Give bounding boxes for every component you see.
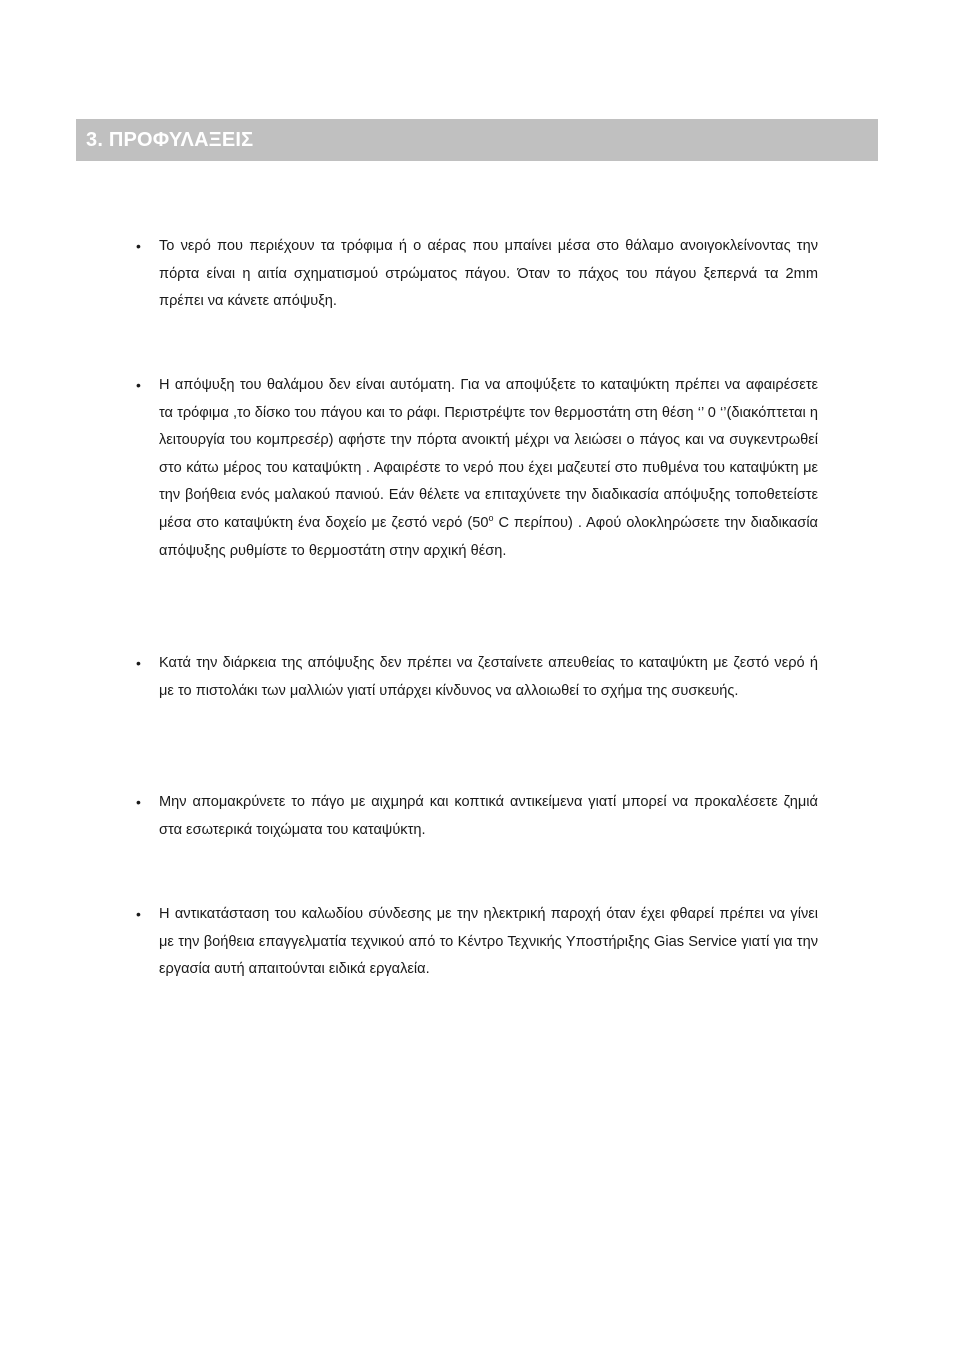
section-title: 3. ΠΡΟΦΥΛΑΞΕΙΣ — [86, 128, 254, 151]
bullet-text: Μην απομακρύνετε το πάγο με αιχμηρά και κοπτικά αντικείμενα γιατί μπορεί να προκαλέσετε ζημιά στα εσωτερικά τοιχώματα του καταψύκτη. — [159, 794, 818, 838]
precautions-list-4 — [136, 789, 818, 844]
bullet-text: Το νερό που περιέχουν τα τρόφιμα ή ο αέρας που μπαίνει μέσα στο θάλαμο ανοιγοκλείνοντας την πόρτα είναι η αιτία σχηματισμού στρώματος πάγου. Όταν το πάχος του πάγου ξεπερνά τα 2mm πρέπει να κάνετε απόψυξη. — [159, 238, 818, 310]
precautions-list-2 — [136, 372, 818, 565]
bullet-icon: • — [136, 794, 141, 810]
bullet-icon: • — [136, 377, 141, 393]
precautions-list-5 — [136, 901, 818, 984]
bullet-icon: • — [136, 238, 141, 254]
bullet-icon: • — [136, 655, 141, 671]
bullet-item-ice-formation — [136, 233, 818, 316]
bullet-text-part: Η απόψυξη του θαλάμου δεν είναι αυτόματη. Για να αποψύξετε το καταψύκτη πρέπει να αφαιρέσετε τα τρόφιμα ,το δίσκο του πάγου και το ράφι. Περιστρέψτε τον θερμοστάτη στη θέση ‘’ 0 ‘’(διακόπτεται η λειτουργία του κομπρεσέρ) αφήστε την πόρτα ανοικτή μέχρι να λειώσει ο πάγος και να συγκεντρωθεί στο κάτω μέρος του καταψύκτη . Αφαιρέστε το νερό που έχει μαζευτεί στο πυθμένα του καταψύκτη με την βοήθεια ενός μαλακού πανιού. Εάν θέλετε να επιταχύνετε την διαδικασία απόψυξης τοποθετείστε μέσα στο καταψύκτη ένα δοχείο με ζεστό νερό (50 — [159, 377, 818, 531]
section-header — [76, 119, 878, 161]
bullet-text-part: C περίπου) . Αφού ολοκληρώσετε την διαδικασία απόψυξης ρυθμίστε το θερμοστάτη στην αρχική θέση. — [159, 514, 818, 559]
bullet-item-no-sharp-objects — [136, 789, 818, 844]
bullet-item-cable-replacement — [136, 901, 818, 984]
precautions-list-1 — [136, 233, 818, 316]
bullet-item-no-hot-water — [136, 650, 818, 705]
bullet-item-defrost-procedure — [136, 372, 818, 565]
precautions-list-3 — [136, 650, 818, 705]
degree-superscript: o — [488, 513, 494, 524]
bullet-text: Κατά την διάρκεια της απόψυξης δεν πρέπει να ζεσταίνετε απευθείας το καταψύκτη με ζεστό νερό ή με το πιστολάκι των μαλλιών γιατί υπάρχει κίνδυνος να αλλοιωθεί το σχήμα της συσκευής. — [159, 655, 818, 699]
bullet-text — [159, 372, 818, 565]
bullet-text: Η αντικατάσταση του καλωδίου σύνδεσης με την ηλεκτρική παροχή όταν έχει φθαρεί πρέπει να γίνει με την βοήθεια επαγγελματία τεχνικού από το Κέντρο Τεχνικής Υποστήριξης Gias Service γιατί για την εργασία αυτή απαιτούνται ειδικά εργαλεία. — [159, 906, 818, 978]
bullet-icon: • — [136, 906, 141, 922]
